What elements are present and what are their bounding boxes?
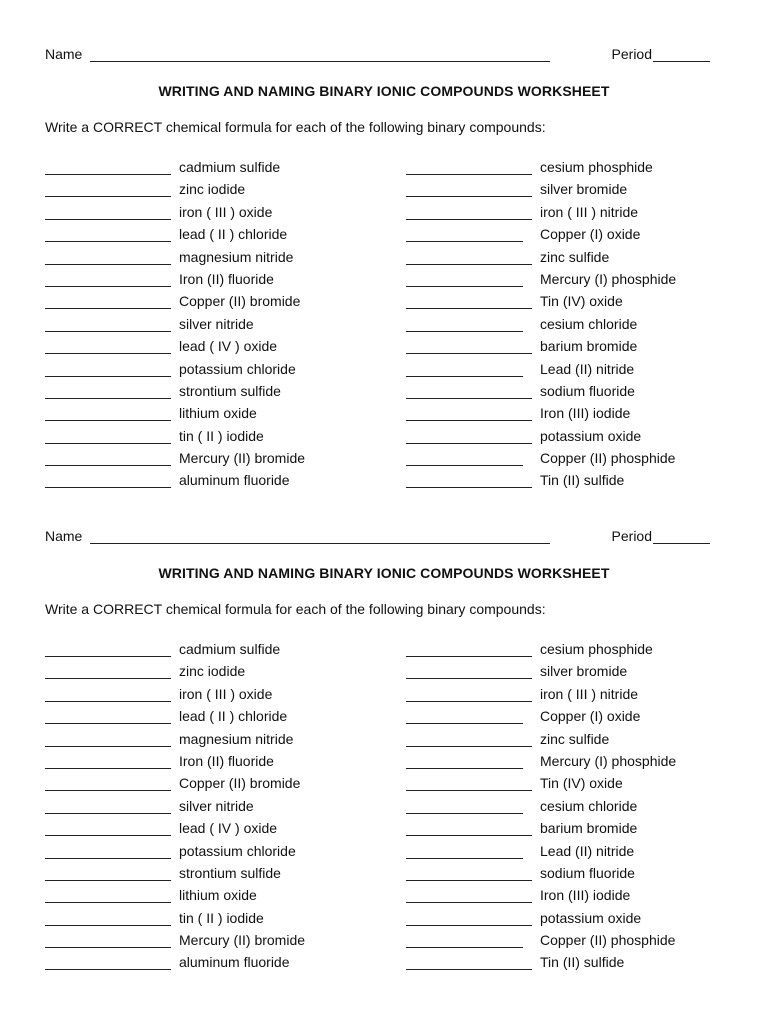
compound-name: Mercury (II) bromide bbox=[179, 450, 306, 467]
compound-name: Iron (III) iodide bbox=[540, 405, 631, 422]
compound-name: Iron (II) fluoride bbox=[179, 752, 274, 769]
compound-name: potassium chloride bbox=[179, 360, 296, 377]
answer-blank[interactable] bbox=[406, 858, 523, 859]
answer-blank[interactable] bbox=[45, 925, 171, 926]
compound-name: strontium sulfide bbox=[179, 382, 281, 399]
compound-name: iron ( III ) oxide bbox=[179, 203, 273, 220]
compound-name: Copper (II) phosphide bbox=[540, 450, 676, 467]
answer-blank[interactable] bbox=[406, 656, 532, 657]
compound-name: barium bromide bbox=[540, 820, 638, 837]
answer-blank[interactable] bbox=[45, 969, 171, 970]
answer-blank[interactable] bbox=[45, 656, 171, 657]
answer-blank[interactable] bbox=[406, 420, 532, 421]
compound-name: lead ( IV ) oxide bbox=[179, 820, 278, 837]
compound-name: Mercury (I) phosphide bbox=[540, 752, 677, 769]
compound-name: cadmium sulfide bbox=[179, 159, 281, 175]
answer-blank[interactable] bbox=[45, 241, 171, 242]
answer-blank[interactable] bbox=[406, 678, 532, 679]
compound-name: Mercury (I) phosphide bbox=[540, 270, 677, 287]
compound-name: barium bromide bbox=[540, 338, 638, 355]
name-period-row bbox=[45, 44, 710, 66]
compound-name: cesium chloride bbox=[540, 797, 638, 814]
answer-blank[interactable] bbox=[406, 487, 532, 488]
answer-blank[interactable] bbox=[406, 264, 532, 265]
compound-name: Copper (II) bromide bbox=[179, 293, 301, 310]
compound-name: zinc sulfide bbox=[540, 248, 610, 265]
answer-blank[interactable] bbox=[406, 308, 532, 309]
answer-blank[interactable] bbox=[406, 219, 532, 220]
compound-name: Tin (II) sulfide bbox=[540, 954, 625, 971]
compound-name: tin ( II ) iodide bbox=[179, 427, 264, 444]
compound-name: Copper (I) oxide bbox=[540, 226, 641, 243]
compound-name: tin ( II ) iodide bbox=[179, 909, 264, 926]
answer-blank[interactable] bbox=[45, 420, 171, 421]
compound-name: lead ( II ) chloride bbox=[179, 226, 288, 243]
compound-name: lead ( II ) chloride bbox=[179, 708, 288, 725]
answer-blank[interactable] bbox=[45, 835, 171, 836]
answer-blank[interactable] bbox=[45, 701, 171, 702]
compound-name: silver bromide bbox=[540, 663, 628, 680]
answer-blank[interactable] bbox=[45, 746, 171, 747]
compound-name: strontium sulfide bbox=[179, 864, 281, 881]
compound-name: iron ( III ) oxide bbox=[179, 685, 273, 702]
answer-blank[interactable] bbox=[45, 353, 171, 354]
answer-blank[interactable] bbox=[45, 465, 171, 466]
answer-blank[interactable] bbox=[406, 701, 532, 702]
answer-blank[interactable] bbox=[406, 925, 532, 926]
answer-blank[interactable] bbox=[406, 880, 532, 881]
compound-name: zinc sulfide bbox=[540, 730, 610, 747]
instructions: Write a CORRECT chemical formula for each of the following binary compounds: bbox=[45, 119, 546, 135]
period-label: Period bbox=[611, 528, 652, 544]
answer-blank[interactable] bbox=[406, 969, 532, 970]
name-label: Name bbox=[45, 528, 83, 544]
answer-blank[interactable] bbox=[45, 902, 171, 903]
compound-name: Iron (III) iodide bbox=[540, 887, 631, 904]
name-field[interactable] bbox=[90, 61, 550, 62]
answer-blank[interactable] bbox=[406, 902, 532, 903]
instructions: Write a CORRECT chemical formula for each of the following binary compounds: bbox=[45, 601, 546, 617]
compound-name: silver nitride bbox=[179, 797, 254, 814]
compound-name: Copper (I) oxide bbox=[540, 708, 641, 725]
answer-blank[interactable] bbox=[45, 398, 171, 399]
answer-blank[interactable] bbox=[406, 443, 532, 444]
answer-blank[interactable] bbox=[406, 835, 532, 836]
compound-name: Lead (II) nitride bbox=[540, 842, 635, 859]
compound-name: iron ( III ) nitride bbox=[540, 685, 639, 702]
compound-name: magnesium nitride bbox=[179, 730, 294, 747]
worksheet-title: WRITING AND NAMING BINARY IONIC COMPOUNDS WORKSHEET bbox=[158, 83, 610, 99]
answer-blank[interactable] bbox=[406, 723, 523, 724]
worksheet-bottom bbox=[0, 526, 768, 996]
compound-name: magnesium nitride bbox=[179, 248, 294, 265]
compound-name: Tin (II) sulfide bbox=[540, 472, 625, 489]
compound-name: potassium oxide bbox=[540, 909, 642, 926]
answer-blank[interactable] bbox=[45, 443, 171, 444]
name-field[interactable] bbox=[90, 543, 550, 544]
compound-name: zinc iodide bbox=[179, 663, 246, 680]
compound-name: Mercury (II) bromide bbox=[179, 932, 306, 949]
compound-name: cesium phosphide bbox=[540, 641, 653, 657]
answer-blank[interactable] bbox=[406, 746, 532, 747]
answer-blank[interactable] bbox=[406, 196, 532, 197]
compound-name: Copper (II) bromide bbox=[179, 775, 301, 792]
compound-name: cesium phosphide bbox=[540, 159, 653, 175]
compound-name: cadmium sulfide bbox=[179, 641, 281, 657]
answer-blank[interactable] bbox=[406, 465, 523, 466]
compound-name: lithium oxide bbox=[179, 887, 257, 904]
answer-blank[interactable] bbox=[45, 196, 171, 197]
compound-name: Tin (IV) oxide bbox=[540, 293, 623, 310]
compound-name: Copper (II) phosphide bbox=[540, 932, 676, 949]
answer-blank[interactable] bbox=[45, 813, 171, 814]
answer-blank[interactable] bbox=[45, 790, 171, 791]
answer-blank[interactable] bbox=[406, 376, 523, 377]
answer-blank[interactable] bbox=[45, 174, 171, 175]
answer-blank[interactable] bbox=[45, 487, 171, 488]
period-field[interactable] bbox=[653, 61, 710, 62]
answer-blank[interactable] bbox=[45, 678, 171, 679]
answer-blank[interactable] bbox=[45, 858, 171, 859]
answer-blank[interactable] bbox=[45, 308, 171, 309]
compound-name: potassium chloride bbox=[179, 842, 296, 859]
compound-name: cesium chloride bbox=[540, 315, 638, 332]
compound-name: silver nitride bbox=[179, 315, 254, 332]
compound-name: sodium fluoride bbox=[540, 382, 635, 399]
answer-blank[interactable] bbox=[406, 174, 532, 175]
answer-blank[interactable] bbox=[45, 331, 171, 332]
answer-blank[interactable] bbox=[45, 286, 171, 287]
answer-blank[interactable] bbox=[45, 264, 171, 265]
compound-name: Lead (II) nitride bbox=[540, 360, 635, 377]
compound-name: aluminum fluoride bbox=[179, 472, 290, 489]
answer-blank[interactable] bbox=[406, 398, 532, 399]
answer-blank[interactable] bbox=[406, 813, 523, 814]
answer-blank[interactable] bbox=[406, 286, 523, 287]
compound-name: Tin (IV) oxide bbox=[540, 775, 623, 792]
answer-blank[interactable] bbox=[406, 947, 523, 948]
answer-blank[interactable] bbox=[45, 219, 171, 220]
compound-name: Iron (II) fluoride bbox=[179, 270, 274, 287]
answer-blank[interactable] bbox=[406, 241, 523, 242]
answer-blank[interactable] bbox=[45, 376, 171, 377]
answer-blank[interactable] bbox=[45, 880, 171, 881]
answer-blank[interactable] bbox=[45, 947, 171, 948]
compound-name: potassium oxide bbox=[540, 427, 642, 444]
compound-name: iron ( III ) nitride bbox=[540, 203, 639, 220]
answer-blank[interactable] bbox=[406, 790, 532, 791]
compound-name: lead ( IV ) oxide bbox=[179, 338, 278, 355]
compound-name: sodium fluoride bbox=[540, 864, 635, 881]
compound-name: lithium oxide bbox=[179, 405, 257, 422]
name-label: Name bbox=[45, 46, 83, 62]
answer-blank[interactable] bbox=[45, 723, 171, 724]
compound-name: aluminum fluoride bbox=[179, 954, 290, 971]
worksheet-top bbox=[0, 44, 768, 514]
period-label: Period bbox=[611, 46, 652, 62]
compound-name: zinc iodide bbox=[179, 181, 246, 198]
answer-blank[interactable] bbox=[406, 768, 523, 769]
name-period-row bbox=[45, 526, 710, 548]
answer-blank[interactable] bbox=[45, 768, 171, 769]
answer-blank[interactable] bbox=[406, 353, 532, 354]
compound-name: silver bromide bbox=[540, 181, 628, 198]
period-field[interactable] bbox=[653, 543, 710, 544]
worksheet-title: WRITING AND NAMING BINARY IONIC COMPOUNDS WORKSHEET bbox=[158, 565, 610, 581]
answer-blank[interactable] bbox=[406, 331, 523, 332]
